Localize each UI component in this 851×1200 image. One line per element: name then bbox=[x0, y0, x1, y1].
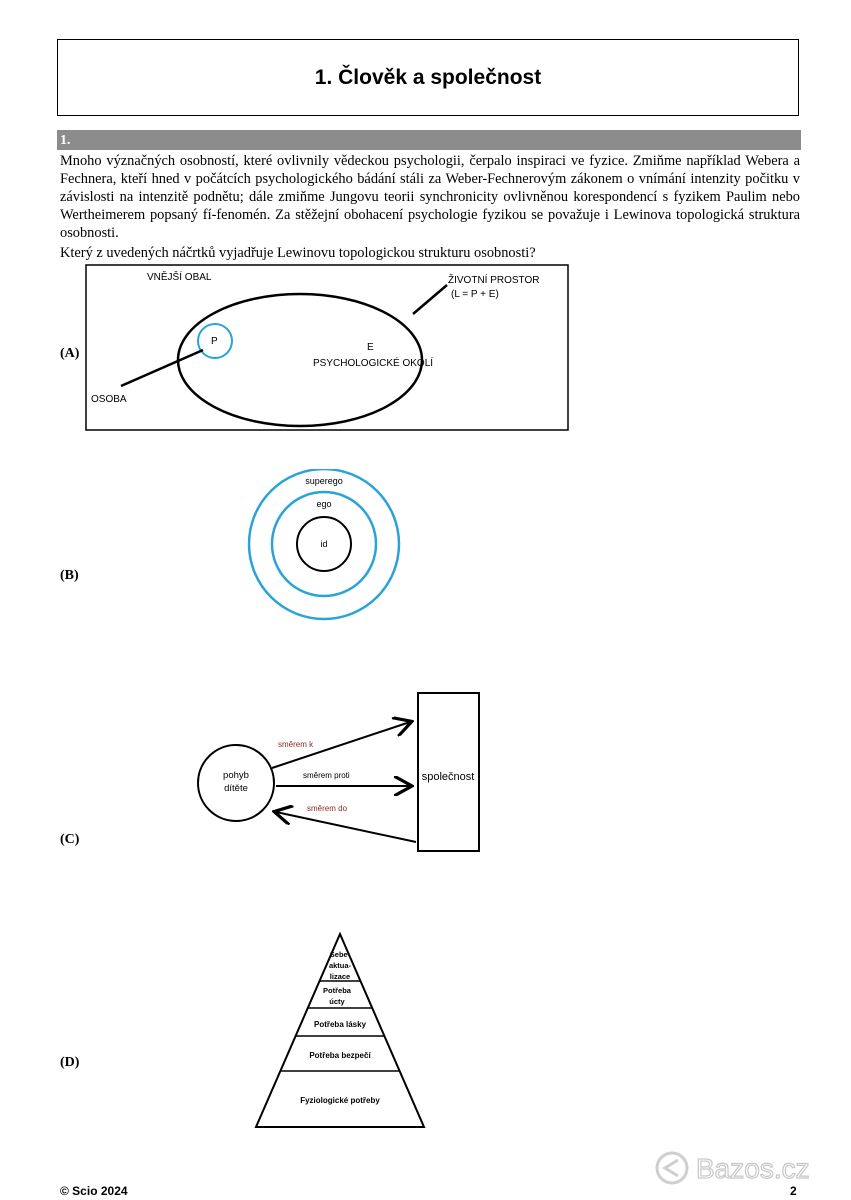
page-number: 2 bbox=[790, 1184, 797, 1198]
question-text: Který z uvedených náčrtků vyjadřuje Lewinovu topologickou strukturu osobnosti? bbox=[60, 245, 536, 261]
person-letter: P bbox=[211, 336, 218, 347]
arrow-from-label: směrem do bbox=[307, 804, 348, 813]
arrow-toward-label: směrem k bbox=[278, 740, 314, 749]
superego-label: superego bbox=[305, 476, 343, 486]
question-number-bar: 1. bbox=[57, 130, 801, 150]
outer-label: VNĚJŠÍ OBAL bbox=[147, 272, 212, 283]
option-d-diagram bbox=[252, 932, 428, 1130]
option-c-label[interactable]: (C) bbox=[60, 832, 80, 847]
life-space-label-1: ŽIVOTNÍ PROSTOR bbox=[448, 275, 540, 286]
title-box bbox=[57, 39, 799, 116]
env-letter: E bbox=[367, 342, 374, 353]
level4-line2: úcty bbox=[329, 997, 345, 1006]
id-label: id bbox=[320, 539, 328, 549]
option-a-diagram bbox=[85, 264, 570, 432]
maslow-pyramid bbox=[252, 932, 428, 1130]
option-c-diagram bbox=[196, 690, 486, 855]
intro-paragraph: Mnoho význačných osobností, které ovlivnily vědeckou psychologii, čerpalo inspiraci ve fyzice. Zmiňme například Webera a Fechnera, kteří hned v počátcích psychologického bádání stáli za Weber-Fechnerovým zákonem o vnímání intenzity počitku v závislosti na intenzitě podnětu; dále zmiňme Jungovu teorii synchronicity ovlivněnou korespondencí s fyzikem Paulim nebo Wertheimerem popsaný fí-fenomén. Za stěžejní obohacení psychologie fyzikou se považuje i Lewinova topologická struktura osobnosti. bbox=[60, 153, 800, 241]
level5-line3: lizace bbox=[329, 972, 351, 981]
ego-label: ego bbox=[316, 499, 332, 509]
watermark-text: Bazos.cz bbox=[696, 1153, 810, 1184]
level4-line1: Potřeba bbox=[323, 986, 351, 995]
level3-label: Potřeba lásky bbox=[313, 1020, 367, 1029]
option-a-label[interactable]: (A) bbox=[60, 346, 80, 361]
copyright: © Scio 2024 bbox=[60, 1184, 128, 1198]
freud-rings bbox=[246, 469, 406, 621]
level2-label: Potřeba bezpečí bbox=[309, 1051, 371, 1060]
option-d-label[interactable]: (D) bbox=[60, 1055, 80, 1070]
level1-label: Fyziologické potřeby bbox=[300, 1096, 380, 1105]
horney-diagram bbox=[196, 690, 486, 855]
level5-line1: Sebe- bbox=[329, 950, 351, 959]
person-label: OSOBA bbox=[91, 394, 127, 405]
watermark-logo-icon bbox=[657, 1153, 687, 1183]
person-pointer-line bbox=[121, 350, 203, 386]
child-label-2: dítěte bbox=[224, 783, 248, 794]
lewin-diagram bbox=[85, 264, 570, 432]
society-label: společnost bbox=[421, 771, 475, 783]
env-label: PSYCHOLOGICKÉ OKOLÍ bbox=[313, 358, 434, 369]
life-space-pointer-line bbox=[413, 285, 447, 314]
life-space-label-2: (L = P + E) bbox=[451, 289, 499, 300]
arrow-from bbox=[276, 812, 416, 842]
page-title: 1. Člověk a společnost bbox=[314, 65, 542, 89]
arrow-against-label: směrem proti bbox=[303, 771, 350, 780]
child-label-1: pohyb bbox=[223, 770, 249, 781]
watermark-svg bbox=[652, 1148, 837, 1188]
level5-line2: aktua- bbox=[328, 961, 352, 970]
option-b-label[interactable]: (B) bbox=[60, 568, 79, 583]
watermark bbox=[652, 1148, 837, 1188]
option-b-diagram bbox=[246, 469, 406, 621]
